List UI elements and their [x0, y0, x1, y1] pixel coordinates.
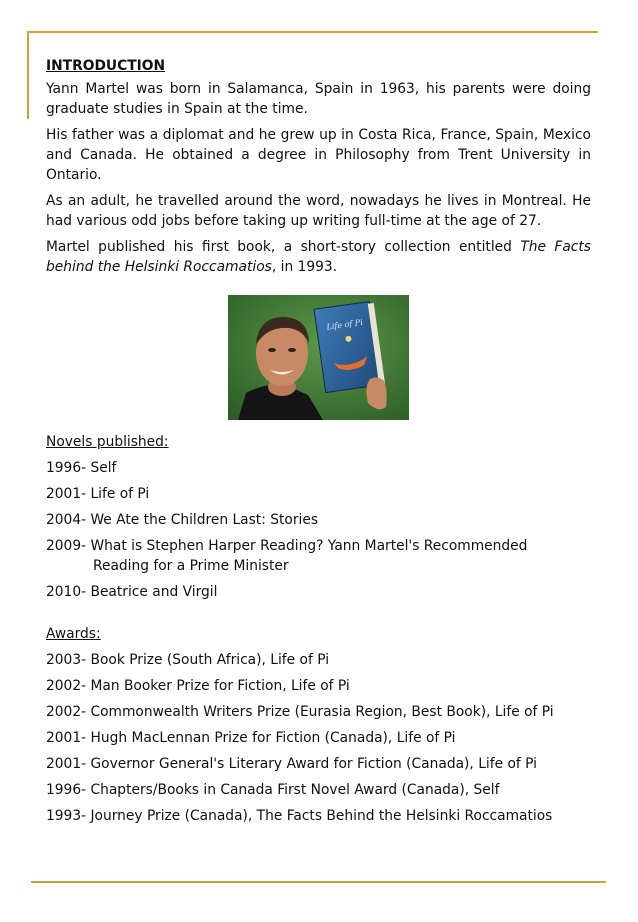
frame-bottom-border	[31, 881, 606, 883]
award-item: 2002- Man Booker Prize for Fiction, Life of Pi	[46, 678, 350, 694]
novel-item-text: 1996- Self	[46, 460, 117, 476]
awards-title: Awards:	[46, 626, 101, 642]
novel-item	[46, 484, 591, 504]
intro-paragraph-1: Yann Martel was born in Salamanca, Spain in 1963, his parents were doing graduate studies in Spain at the time.	[46, 81, 591, 117]
novel-item-text: 2009- What is Stephen Harper Reading? Yann Martel's Recommended	[46, 538, 528, 554]
author-photo-wrap	[46, 295, 591, 420]
novel-item	[46, 510, 591, 530]
right-eye-shape	[288, 348, 296, 352]
frame-left-border	[27, 31, 29, 119]
novel-item	[46, 458, 591, 478]
novel-item-continuation: Reading for a Prime Minister	[93, 558, 289, 574]
intro-paragraph-4-after: , in 1993.	[271, 259, 338, 275]
novel-item-text: 2001- Life of Pi	[46, 486, 150, 502]
introduction-heading: INTRODUCTION	[46, 58, 166, 74]
intro-paragraph-3: As an adult, he travelled around the word, nowadays he lives in Montreal. He had various odd jobs before taking up writing full-time at the age of 27.	[46, 193, 591, 229]
frame-top-border	[27, 31, 598, 33]
novel-item-text: 2010- Beatrice and Virgil	[46, 584, 218, 600]
intro-paragraph-2: His father was a diplomat and he grew up in Costa Rica, France, Spain, Mexico and Canada. He obtained a degree in Philosophy from Trent University in Ontario.	[46, 127, 591, 183]
intro-paragraph-4	[46, 237, 591, 277]
intro-paragraph-4-before: Martel published his first book, a short-story collection entitled	[46, 239, 521, 255]
author-photo	[228, 295, 409, 420]
award-item: 1996- Chapters/Books in Canada First Novel Award (Canada), Self	[46, 782, 500, 798]
novel-item-text: 2004- We Ate the Children Last: Stories	[46, 512, 319, 528]
novels-section	[46, 432, 591, 602]
award-item: 1993- Journey Prize (Canada), The Facts Behind the Helsinki Roccamatios	[46, 808, 553, 824]
novels-title: Novels published:	[46, 434, 169, 450]
award-item: 2001- Hugh MacLennan Prize for Fiction (Canada), Life of Pi	[46, 730, 456, 746]
left-eye-shape	[268, 348, 276, 352]
book-cover-text: Life of Pi	[326, 317, 364, 332]
first-book-title: The Facts behind the Helsinki Roccamatios	[46, 239, 591, 275]
award-item: 2002- Commonwealth Writers Prize (Eurasia Region, Best Book), Life of Pi	[46, 704, 554, 720]
awards-section	[46, 624, 591, 826]
novel-item	[46, 582, 591, 602]
document-body	[46, 56, 591, 832]
award-item: 2001- Governor General's Literary Award for Fiction (Canada), Life of Pi	[46, 756, 537, 772]
award-item: 2003- Book Prize (South Africa), Life of Pi	[46, 652, 330, 668]
novel-item	[46, 536, 591, 576]
